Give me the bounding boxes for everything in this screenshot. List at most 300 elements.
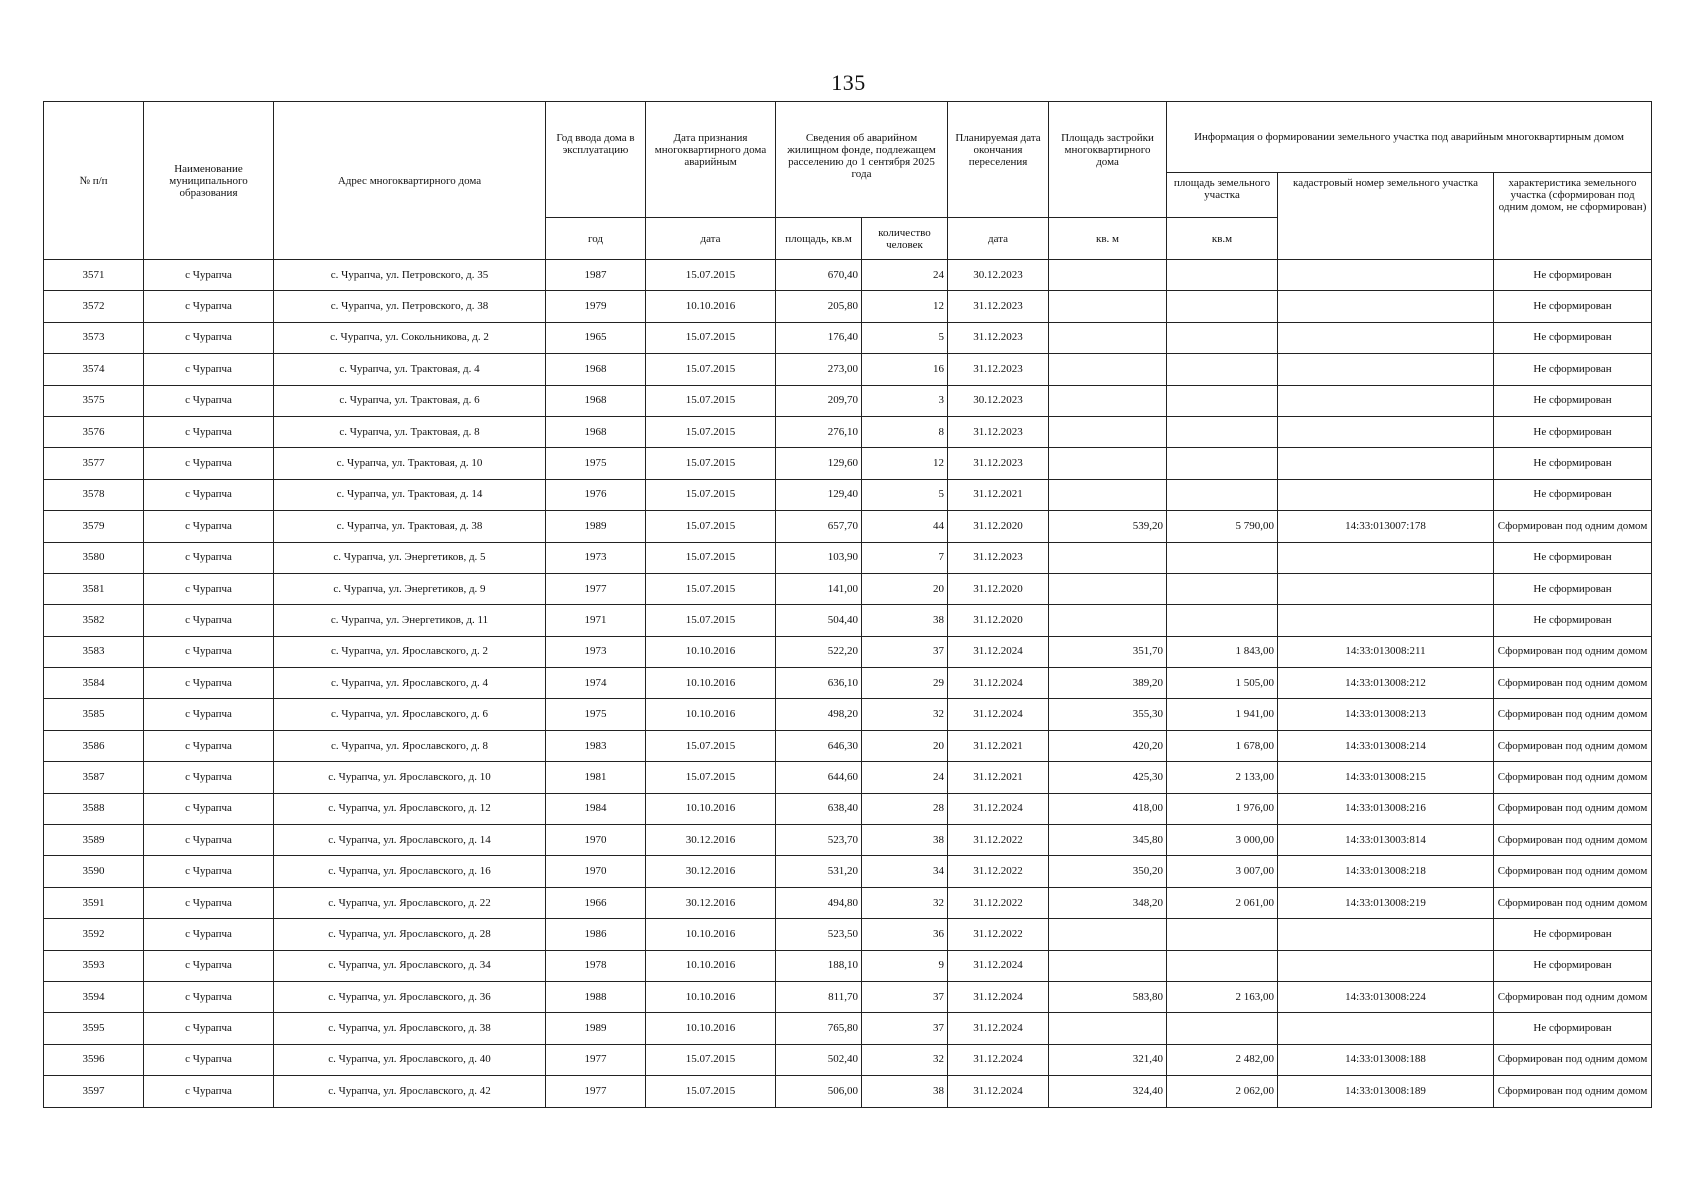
unit-date: дата <box>646 218 776 260</box>
cell-cadastral <box>1278 919 1494 950</box>
cell-building-area: 389,20 <box>1049 668 1167 699</box>
cell-land-area: 2 482,00 <box>1167 1044 1278 1075</box>
table-row <box>44 730 1652 761</box>
cell-municipality: с Чурапча <box>144 511 274 542</box>
cell-year: 1975 <box>546 448 646 479</box>
cell-building-area: 321,40 <box>1049 1044 1167 1075</box>
cell-number: 3594 <box>44 981 144 1012</box>
cell-building-area <box>1049 950 1167 981</box>
cell-area: 498,20 <box>776 699 862 730</box>
cell-address: с. Чурапча, ул. Ярославского, д. 16 <box>274 856 546 887</box>
cell-cadastral: 14:33:013007:178 <box>1278 511 1494 542</box>
unit-sqm-land: кв.м <box>1167 218 1278 260</box>
cell-number: 3593 <box>44 950 144 981</box>
cell-planned-end: 31.12.2023 <box>948 354 1049 385</box>
cell-people: 34 <box>862 856 948 887</box>
cell-building-area <box>1049 605 1167 636</box>
cell-municipality: с Чурапча <box>144 950 274 981</box>
cell-year: 1977 <box>546 1076 646 1107</box>
cell-land-char: Не сформирован <box>1494 605 1652 636</box>
cell-building-area <box>1049 354 1167 385</box>
cell-number: 3571 <box>44 260 144 291</box>
cell-land-area: 1 678,00 <box>1167 730 1278 761</box>
cell-cadastral <box>1278 605 1494 636</box>
cell-cadastral: 14:33:013008:224 <box>1278 981 1494 1012</box>
unit-year: год <box>546 218 646 260</box>
table-row <box>44 1076 1652 1107</box>
cell-address: с. Чурапча, ул. Ярославского, д. 2 <box>274 636 546 667</box>
cell-land-area <box>1167 416 1278 447</box>
table-row <box>44 825 1652 856</box>
cell-cadastral: 14:33:013008:212 <box>1278 668 1494 699</box>
cell-land-char: Не сформирован <box>1494 950 1652 981</box>
cell-number: 3590 <box>44 856 144 887</box>
cell-area: 494,80 <box>776 887 862 918</box>
table-body <box>44 260 1652 1108</box>
cell-area: 636,10 <box>776 668 862 699</box>
cell-year: 1975 <box>546 699 646 730</box>
cell-land-area <box>1167 573 1278 604</box>
cell-municipality: с Чурапча <box>144 605 274 636</box>
cell-address: с. Чурапча, ул. Трактовая, д. 38 <box>274 511 546 542</box>
cell-people: 32 <box>862 699 948 730</box>
cell-people: 28 <box>862 793 948 824</box>
cell-year: 1989 <box>546 511 646 542</box>
cell-municipality: с Чурапча <box>144 981 274 1012</box>
cell-cadastral: 14:33:013008:211 <box>1278 636 1494 667</box>
cell-land-area: 2 133,00 <box>1167 762 1278 793</box>
cell-land-area <box>1167 1013 1278 1044</box>
cell-building-area: 324,40 <box>1049 1076 1167 1107</box>
cell-address: с. Чурапча, ул. Ярославского, д. 10 <box>274 762 546 793</box>
header-date-declared: Дата признания многоквартирного дома аварийным <box>646 102 776 218</box>
cell-number: 3591 <box>44 887 144 918</box>
cell-building-area: 351,70 <box>1049 636 1167 667</box>
table-row <box>44 479 1652 510</box>
cell-people: 38 <box>862 605 948 636</box>
table-row <box>44 542 1652 573</box>
cell-people: 3 <box>862 385 948 416</box>
cell-people: 37 <box>862 636 948 667</box>
cell-date-declared: 15.07.2015 <box>646 511 776 542</box>
cell-land-char: Сформирован под одним домом <box>1494 636 1652 667</box>
cell-cadastral <box>1278 322 1494 353</box>
cell-date-declared: 10.10.2016 <box>646 981 776 1012</box>
cell-area: 765,80 <box>776 1013 862 1044</box>
cell-cadastral <box>1278 385 1494 416</box>
cell-area: 811,70 <box>776 981 862 1012</box>
cell-cadastral <box>1278 479 1494 510</box>
cell-people: 32 <box>862 1044 948 1075</box>
cell-area: 176,40 <box>776 322 862 353</box>
cell-municipality: с Чурапча <box>144 762 274 793</box>
cell-address: с. Чурапча, ул. Трактовая, д. 10 <box>274 448 546 479</box>
cell-people: 38 <box>862 825 948 856</box>
cell-year: 1977 <box>546 1044 646 1075</box>
cell-area: 209,70 <box>776 385 862 416</box>
unit-date-end: дата <box>948 218 1049 260</box>
table-row <box>44 699 1652 730</box>
cell-area: 670,40 <box>776 260 862 291</box>
cell-building-area <box>1049 322 1167 353</box>
cell-number: 3589 <box>44 825 144 856</box>
cell-area: 502,40 <box>776 1044 862 1075</box>
cell-people: 20 <box>862 573 948 604</box>
cell-cadastral: 14:33:013008:214 <box>1278 730 1494 761</box>
cell-land-area: 1 843,00 <box>1167 636 1278 667</box>
cell-number: 3579 <box>44 511 144 542</box>
cell-address: с. Чурапча, ул. Ярославского, д. 34 <box>274 950 546 981</box>
cell-address: с. Чурапча, ул. Сокольникова, д. 2 <box>274 322 546 353</box>
emergency-housing-table <box>43 101 1652 1108</box>
cell-address: с. Чурапча, ул. Ярославского, д. 36 <box>274 981 546 1012</box>
table-row <box>44 291 1652 322</box>
cell-building-area: 418,00 <box>1049 793 1167 824</box>
cell-cadastral: 14:33:013008:213 <box>1278 699 1494 730</box>
cell-people: 7 <box>862 542 948 573</box>
cell-planned-end: 31.12.2022 <box>948 919 1049 950</box>
cell-municipality: с Чурапча <box>144 636 274 667</box>
cell-land-char: Не сформирован <box>1494 291 1652 322</box>
cell-building-area <box>1049 573 1167 604</box>
table-row <box>44 981 1652 1012</box>
table-row <box>44 385 1652 416</box>
cell-year: 1968 <box>546 385 646 416</box>
cell-date-declared: 10.10.2016 <box>646 699 776 730</box>
cell-date-declared: 15.07.2015 <box>646 260 776 291</box>
cell-building-area <box>1049 416 1167 447</box>
cell-address: с. Чурапча, ул. Петровского, д. 38 <box>274 291 546 322</box>
cell-number: 3595 <box>44 1013 144 1044</box>
cell-cadastral: 14:33:013003:814 <box>1278 825 1494 856</box>
table-row <box>44 887 1652 918</box>
cell-date-declared: 15.07.2015 <box>646 1044 776 1075</box>
cell-date-declared: 15.07.2015 <box>646 354 776 385</box>
cell-date-declared: 15.07.2015 <box>646 730 776 761</box>
table-row <box>44 1013 1652 1044</box>
cell-date-declared: 15.07.2015 <box>646 605 776 636</box>
cell-area: 129,60 <box>776 448 862 479</box>
cell-number: 3583 <box>44 636 144 667</box>
cell-people: 36 <box>862 919 948 950</box>
cell-municipality: с Чурапча <box>144 291 274 322</box>
cell-year: 1986 <box>546 919 646 950</box>
cell-municipality: с Чурапча <box>144 448 274 479</box>
cell-land-area: 1 505,00 <box>1167 668 1278 699</box>
table-row <box>44 416 1652 447</box>
cell-year: 1971 <box>546 605 646 636</box>
cell-date-declared: 10.10.2016 <box>646 291 776 322</box>
header-land-area: площадь земельного участка <box>1167 173 1278 218</box>
cell-land-area <box>1167 605 1278 636</box>
table-row <box>44 260 1652 291</box>
table-row <box>44 354 1652 385</box>
cell-number: 3584 <box>44 668 144 699</box>
cell-land-area <box>1167 291 1278 322</box>
cell-municipality: с Чурапча <box>144 887 274 918</box>
cell-address: с. Чурапча, ул. Ярославского, д. 6 <box>274 699 546 730</box>
cell-land-area <box>1167 448 1278 479</box>
cell-land-area: 2 062,00 <box>1167 1076 1278 1107</box>
cell-land-area <box>1167 322 1278 353</box>
cell-land-area <box>1167 950 1278 981</box>
cell-building-area: 425,30 <box>1049 762 1167 793</box>
cell-planned-end: 31.12.2024 <box>948 793 1049 824</box>
cell-address: с. Чурапча, ул. Ярославского, д. 28 <box>274 919 546 950</box>
cell-people: 24 <box>862 762 948 793</box>
cell-people: 37 <box>862 981 948 1012</box>
cell-land-char: Не сформирован <box>1494 385 1652 416</box>
cell-building-area: 348,20 <box>1049 887 1167 918</box>
cell-land-char: Сформирован под одним домом <box>1494 762 1652 793</box>
header-num: № п/п <box>44 102 144 260</box>
unit-people: количество человек <box>862 218 948 260</box>
cell-municipality: с Чурапча <box>144 322 274 353</box>
cell-date-declared: 15.07.2015 <box>646 385 776 416</box>
cell-date-declared: 30.12.2016 <box>646 825 776 856</box>
cell-building-area <box>1049 1013 1167 1044</box>
cell-land-char: Сформирован под одним домом <box>1494 668 1652 699</box>
cell-area: 273,00 <box>776 354 862 385</box>
cell-land-char: Не сформирован <box>1494 542 1652 573</box>
cell-address: с. Чурапча, ул. Ярославского, д. 40 <box>274 1044 546 1075</box>
cell-address: с. Чурапча, ул. Ярославского, д. 8 <box>274 730 546 761</box>
cell-land-area <box>1167 385 1278 416</box>
cell-land-char: Сформирован под одним домом <box>1494 825 1652 856</box>
table-row <box>44 762 1652 793</box>
cell-land-area: 2 061,00 <box>1167 887 1278 918</box>
table-row <box>44 448 1652 479</box>
cell-address: с. Чурапча, ул. Трактовая, д. 8 <box>274 416 546 447</box>
cell-area: 103,90 <box>776 542 862 573</box>
cell-planned-end: 31.12.2021 <box>948 762 1049 793</box>
cell-date-declared: 30.12.2016 <box>646 856 776 887</box>
cell-municipality: с Чурапча <box>144 1013 274 1044</box>
cell-cadastral <box>1278 448 1494 479</box>
cell-year: 1988 <box>546 981 646 1012</box>
cell-address: с. Чурапча, ул. Энергетиков, д. 5 <box>274 542 546 573</box>
cell-land-char: Сформирован под одним домом <box>1494 981 1652 1012</box>
cell-land-area: 3 007,00 <box>1167 856 1278 887</box>
header-emergency-info: Сведения об аварийном жилищном фонде, подлежащем расселению до 1 сентября 2025 года <box>776 102 948 218</box>
cell-cadastral <box>1278 1013 1494 1044</box>
cell-area: 205,80 <box>776 291 862 322</box>
cell-municipality: с Чурапча <box>144 668 274 699</box>
cell-date-declared: 15.07.2015 <box>646 573 776 604</box>
cell-municipality: с Чурапча <box>144 825 274 856</box>
cell-planned-end: 31.12.2023 <box>948 416 1049 447</box>
cell-date-declared: 15.07.2015 <box>646 479 776 510</box>
cell-land-char: Сформирован под одним домом <box>1494 730 1652 761</box>
cell-building-area <box>1049 385 1167 416</box>
cell-land-char: Не сформирован <box>1494 479 1652 510</box>
table-row <box>44 636 1652 667</box>
cell-building-area: 345,80 <box>1049 825 1167 856</box>
cell-land-char: Сформирован под одним домом <box>1494 856 1652 887</box>
cell-year: 1989 <box>546 1013 646 1044</box>
cell-people: 44 <box>862 511 948 542</box>
cell-planned-end: 31.12.2023 <box>948 322 1049 353</box>
cell-people: 37 <box>862 1013 948 1044</box>
cell-date-declared: 10.10.2016 <box>646 636 776 667</box>
cell-area: 504,40 <box>776 605 862 636</box>
cell-planned-end: 30.12.2023 <box>948 260 1049 291</box>
cell-cadastral <box>1278 416 1494 447</box>
cell-people: 24 <box>862 260 948 291</box>
header-year-commissioned: Год ввода дома в эксплуатацию <box>546 102 646 218</box>
cell-cadastral <box>1278 291 1494 322</box>
cell-people: 20 <box>862 730 948 761</box>
cell-land-area <box>1167 919 1278 950</box>
cell-year: 1981 <box>546 762 646 793</box>
table-row <box>44 950 1652 981</box>
cell-land-char: Не сформирован <box>1494 260 1652 291</box>
cell-planned-end: 31.12.2021 <box>948 730 1049 761</box>
cell-year: 1973 <box>546 636 646 667</box>
cell-land-char: Сформирован под одним домом <box>1494 1076 1652 1107</box>
cell-cadastral: 14:33:013008:188 <box>1278 1044 1494 1075</box>
cell-municipality: с Чурапча <box>144 573 274 604</box>
cell-year: 1984 <box>546 793 646 824</box>
cell-planned-end: 31.12.2020 <box>948 511 1049 542</box>
cell-date-declared: 15.07.2015 <box>646 762 776 793</box>
cell-address: с. Чурапча, ул. Трактовая, д. 4 <box>274 354 546 385</box>
cell-land-char: Не сформирован <box>1494 573 1652 604</box>
cell-people: 32 <box>862 887 948 918</box>
header-address: Адрес многоквартирного дома <box>274 102 546 260</box>
cell-number: 3596 <box>44 1044 144 1075</box>
cell-land-char: Не сформирован <box>1494 322 1652 353</box>
cell-number: 3597 <box>44 1076 144 1107</box>
cell-people: 5 <box>862 479 948 510</box>
cell-year: 1977 <box>546 573 646 604</box>
cell-cadastral <box>1278 260 1494 291</box>
cell-number: 3582 <box>44 605 144 636</box>
table-row <box>44 919 1652 950</box>
cell-planned-end: 31.12.2023 <box>948 448 1049 479</box>
cell-land-char: Сформирован под одним домом <box>1494 887 1652 918</box>
cell-number: 3581 <box>44 573 144 604</box>
table-row <box>44 322 1652 353</box>
cell-people: 5 <box>862 322 948 353</box>
cell-land-char: Сформирован под одним домом <box>1494 1044 1652 1075</box>
cell-number: 3580 <box>44 542 144 573</box>
cell-building-area: 420,20 <box>1049 730 1167 761</box>
cell-area: 531,20 <box>776 856 862 887</box>
cell-people: 29 <box>862 668 948 699</box>
cell-number: 3575 <box>44 385 144 416</box>
unit-sqm: кв. м <box>1049 218 1167 260</box>
cell-number: 3573 <box>44 322 144 353</box>
cell-municipality: с Чурапча <box>144 793 274 824</box>
cell-cadastral: 14:33:013008:216 <box>1278 793 1494 824</box>
header-building-area: Площадь застройки многоквартирного дома <box>1049 102 1167 218</box>
cell-planned-end: 31.12.2022 <box>948 887 1049 918</box>
cell-address: с. Чурапча, ул. Ярославского, д. 12 <box>274 793 546 824</box>
cell-building-area: 350,20 <box>1049 856 1167 887</box>
cell-address: с. Чурапча, ул. Петровского, д. 35 <box>274 260 546 291</box>
cell-year: 1978 <box>546 950 646 981</box>
cell-land-area: 2 163,00 <box>1167 981 1278 1012</box>
cell-year: 1973 <box>546 542 646 573</box>
cell-municipality: с Чурапча <box>144 260 274 291</box>
cell-date-declared: 10.10.2016 <box>646 919 776 950</box>
cell-land-area: 3 000,00 <box>1167 825 1278 856</box>
cell-land-area <box>1167 260 1278 291</box>
cell-date-declared: 15.07.2015 <box>646 1076 776 1107</box>
cell-number: 3578 <box>44 479 144 510</box>
cell-land-char: Не сформирован <box>1494 448 1652 479</box>
cell-land-area: 5 790,00 <box>1167 511 1278 542</box>
table-row <box>44 605 1652 636</box>
cell-land-char: Не сформирован <box>1494 354 1652 385</box>
cell-land-area <box>1167 542 1278 573</box>
cell-people: 12 <box>862 291 948 322</box>
cell-municipality: с Чурапча <box>144 1044 274 1075</box>
cell-municipality: с Чурапча <box>144 699 274 730</box>
cell-people: 8 <box>862 416 948 447</box>
cell-address: с. Чурапча, ул. Ярославского, д. 22 <box>274 887 546 918</box>
cell-land-char: Сформирован под одним домом <box>1494 511 1652 542</box>
cell-planned-end: 31.12.2024 <box>948 1013 1049 1044</box>
cell-municipality: с Чурапча <box>144 416 274 447</box>
cell-year: 1979 <box>546 291 646 322</box>
cell-date-declared: 10.10.2016 <box>646 950 776 981</box>
cell-address: с. Чурапча, ул. Энергетиков, д. 9 <box>274 573 546 604</box>
cell-people: 38 <box>862 1076 948 1107</box>
cell-area: 188,10 <box>776 950 862 981</box>
cell-building-area: 539,20 <box>1049 511 1167 542</box>
cell-land-area <box>1167 479 1278 510</box>
cell-planned-end: 30.12.2023 <box>948 385 1049 416</box>
cell-area: 644,60 <box>776 762 862 793</box>
cell-area: 276,10 <box>776 416 862 447</box>
cell-area: 523,50 <box>776 919 862 950</box>
header-land-char: характеристика земельного участка (сформирован под одним домом, не сформирован) <box>1494 173 1652 260</box>
cell-number: 3588 <box>44 793 144 824</box>
cell-year: 1976 <box>546 479 646 510</box>
cell-address: с. Чурапча, ул. Трактовая, д. 14 <box>274 479 546 510</box>
cell-area: 646,30 <box>776 730 862 761</box>
cell-year: 1965 <box>546 322 646 353</box>
cell-cadastral <box>1278 573 1494 604</box>
cell-land-char: Не сформирован <box>1494 919 1652 950</box>
cell-year: 1987 <box>546 260 646 291</box>
header-land-info: Информация о формировании земельного участка под аварийным многоквартирным домом <box>1167 102 1652 173</box>
cell-building-area <box>1049 260 1167 291</box>
cell-cadastral: 14:33:013008:189 <box>1278 1076 1494 1107</box>
cell-municipality: с Чурапча <box>144 354 274 385</box>
cell-number: 3572 <box>44 291 144 322</box>
cell-address: с. Чурапча, ул. Ярославского, д. 42 <box>274 1076 546 1107</box>
cell-building-area: 583,80 <box>1049 981 1167 1012</box>
table-row <box>44 668 1652 699</box>
cell-address: с. Чурапча, ул. Трактовая, д. 6 <box>274 385 546 416</box>
cell-number: 3574 <box>44 354 144 385</box>
cell-area: 506,00 <box>776 1076 862 1107</box>
header-planned-end: Планируемая дата окончания переселения <box>948 102 1049 218</box>
cell-people: 16 <box>862 354 948 385</box>
cell-municipality: с Чурапча <box>144 730 274 761</box>
cell-planned-end: 31.12.2024 <box>948 950 1049 981</box>
cell-year: 1970 <box>546 825 646 856</box>
cell-year: 1974 <box>546 668 646 699</box>
cell-planned-end: 31.12.2020 <box>948 573 1049 604</box>
cell-number: 3592 <box>44 919 144 950</box>
cell-planned-end: 31.12.2021 <box>948 479 1049 510</box>
cell-area: 523,70 <box>776 825 862 856</box>
cell-cadastral <box>1278 354 1494 385</box>
